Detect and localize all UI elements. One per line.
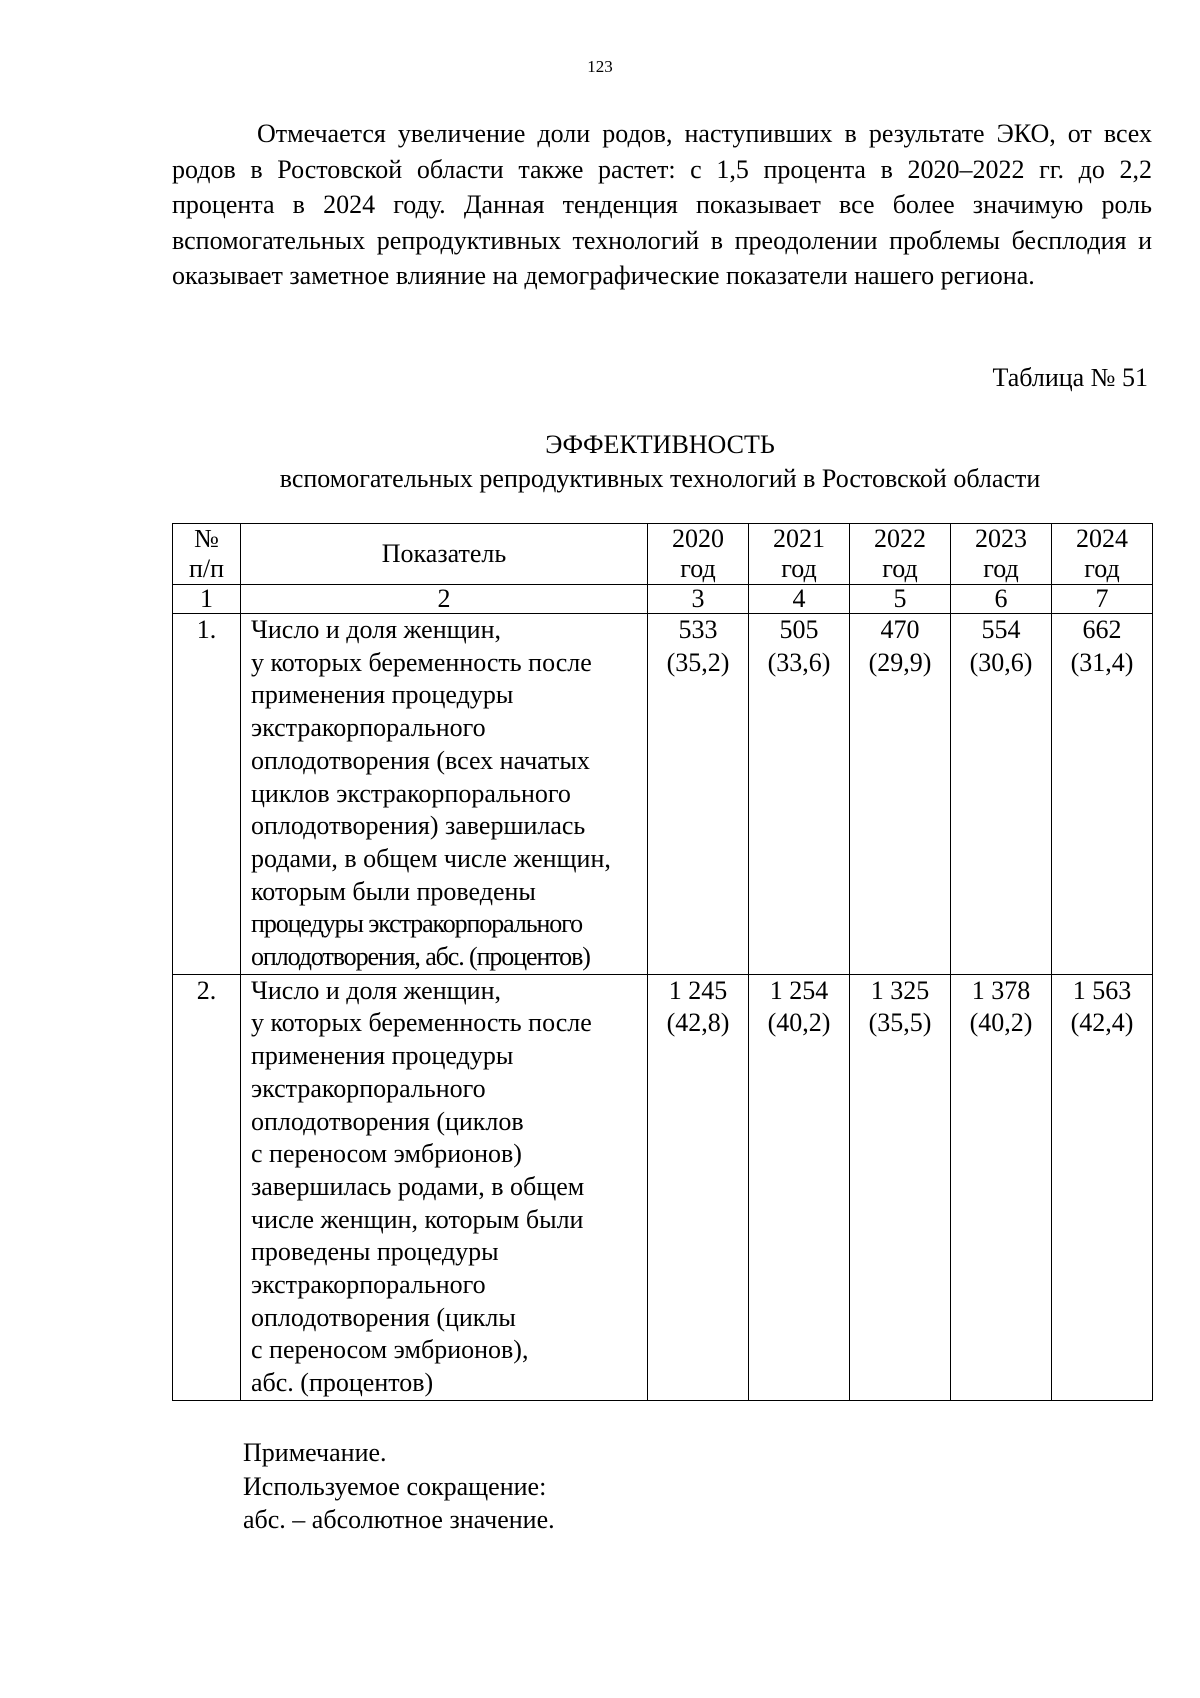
header-year: 2022 (874, 524, 926, 553)
table-note (243, 1436, 555, 1537)
header-indicator: Показатель (241, 524, 648, 585)
header-year-2022 (850, 524, 951, 585)
value-percent: (33,6) (767, 647, 831, 677)
value-percent: (31,4) (1070, 647, 1134, 677)
indicator-line: применения процедуры (251, 680, 514, 710)
indicator-line: абс. (процентов) (251, 1368, 434, 1398)
indicator-line: экстракорпорального (251, 713, 486, 743)
value-absolute: 1 378 (971, 975, 1031, 1005)
header-year-unit: год (983, 554, 1019, 583)
header-year: 2024 (1076, 524, 1128, 553)
column-index: 2 (241, 585, 648, 614)
row-indicator (241, 974, 648, 1400)
value-percent: (42,8) (666, 1008, 730, 1038)
row-number: 2. (173, 974, 241, 1400)
indicator-line: у которых беременность после (251, 1008, 592, 1038)
value-cell-2023 (951, 614, 1052, 975)
note-title: Примечание. (243, 1438, 387, 1467)
value-cell-2024 (1052, 974, 1153, 1400)
indicator-line: оплодотворения (циклов (251, 1106, 524, 1136)
table-title-subheading: вспомогательных репродуктивных технологий в Ростовской области (279, 464, 1041, 493)
value-absolute: 662 (1082, 615, 1122, 644)
value-cell-2021 (749, 614, 850, 975)
value-percent: (30,6) (969, 647, 1033, 677)
header-year-unit: год (680, 554, 716, 583)
indicator-line: процедуры экстракорпорального (251, 909, 582, 939)
column-index: 6 (951, 585, 1052, 614)
column-index-row (173, 585, 1153, 614)
header-year-unit: год (1084, 554, 1120, 583)
table-title (0, 428, 1200, 496)
value-absolute: 1 254 (769, 975, 829, 1005)
column-index: 1 (173, 585, 241, 614)
value-cell-2021 (749, 974, 850, 1400)
row-number: 1. (173, 614, 241, 975)
value-cell-2022 (850, 614, 951, 975)
header-year: 2023 (975, 524, 1027, 553)
value-absolute: 533 (678, 615, 718, 644)
value-cell-2020 (648, 974, 749, 1400)
header-number (173, 524, 241, 585)
value-absolute: 554 (981, 615, 1021, 644)
header-number-symbol: № (194, 524, 219, 553)
indicator-line: оплодотворения) завершилась (251, 811, 586, 841)
note-line: Используемое сокращение: (243, 1471, 547, 1501)
value-absolute: 1 245 (668, 975, 728, 1005)
table-title-heading: ЭФФЕКТИВНОСТЬ (545, 430, 775, 459)
indicator-line: с переносом эмбрионов) (251, 1139, 522, 1169)
table-header-row (173, 524, 1153, 585)
column-index: 5 (850, 585, 951, 614)
indicator-line: проведены процедуры (251, 1237, 499, 1267)
value-percent: (40,2) (969, 1008, 1033, 1038)
indicator-line: экстракорпорального (251, 1073, 486, 1103)
table-label: Таблица № 51 (992, 363, 1148, 392)
indicator-line: циклов экстракорпорального (251, 778, 571, 808)
column-index: 4 (749, 585, 850, 614)
column-index: 3 (648, 585, 749, 614)
indicator-line: применения процедуры (251, 1041, 514, 1071)
value-percent: (40,2) (767, 1008, 831, 1038)
header-year-2021 (749, 524, 850, 585)
indicator-line: экстракорпорального (251, 1270, 486, 1300)
indicator-line: оплодотворения (циклы (251, 1302, 516, 1332)
table-row (173, 614, 1153, 975)
value-cell-2023 (951, 974, 1052, 1400)
value-absolute: 505 (779, 615, 819, 644)
indicator-line: завершилась родами, в общем (251, 1171, 585, 1201)
value-percent: (42,4) (1070, 1008, 1134, 1038)
indicator-line: у которых беременность после (251, 647, 592, 677)
header-year-unit: год (882, 554, 918, 583)
page-number: 123 (587, 57, 613, 76)
efficiency-table (172, 523, 1153, 1401)
header-year: 2021 (773, 524, 825, 553)
indicator-line: Число и доля женщин, (251, 975, 501, 1005)
indicator-line: оплодотворения, абс. (процентов) (251, 942, 590, 972)
header-year: 2020 (672, 524, 724, 553)
note-line: абс. – абсолютное значение. (243, 1505, 555, 1534)
header-number-abbr: п/п (188, 554, 225, 583)
value-cell-2020 (648, 614, 749, 975)
column-index: 7 (1052, 585, 1153, 614)
indicator-line: оплодотворения (всех начатых (251, 745, 590, 775)
row-indicator (241, 614, 648, 975)
header-year-2023 (951, 524, 1052, 585)
indicator-line: которым были проведены (251, 876, 536, 906)
indicator-line: Число и доля женщин, (251, 615, 501, 644)
value-percent: (29,9) (868, 647, 932, 677)
header-year-unit: год (781, 554, 817, 583)
value-absolute: 470 (880, 615, 920, 644)
value-absolute: 1 325 (870, 975, 930, 1005)
indicator-line: с переносом эмбрионов), (251, 1335, 529, 1365)
indicator-line: числе женщин, которым были (251, 1204, 584, 1234)
table-row (173, 974, 1153, 1400)
header-year-2024 (1052, 524, 1153, 585)
header-year-2020 (648, 524, 749, 585)
value-percent: (35,2) (666, 647, 730, 677)
intro-paragraph: Отмечается увеличение доли родов, наступивших в результате ЭКО, от всех родов в Ростовской области также растет: с 1,5 процента в 2020–2022 гг. до 2,2 процента в 2024 году. Данная тенденция показывает все более значимую роль вспомогательных репродуктивных технологий в преодолении проблемы бесплодия и оказывает заметное влияние на демографические показатели нашего региона. (172, 119, 1152, 290)
indicator-line: родами, в общем числе женщин, (251, 843, 611, 873)
value-absolute: 1 563 (1072, 975, 1132, 1005)
value-cell-2022 (850, 974, 951, 1400)
value-percent: (35,5) (868, 1008, 932, 1038)
value-cell-2024 (1052, 614, 1153, 975)
